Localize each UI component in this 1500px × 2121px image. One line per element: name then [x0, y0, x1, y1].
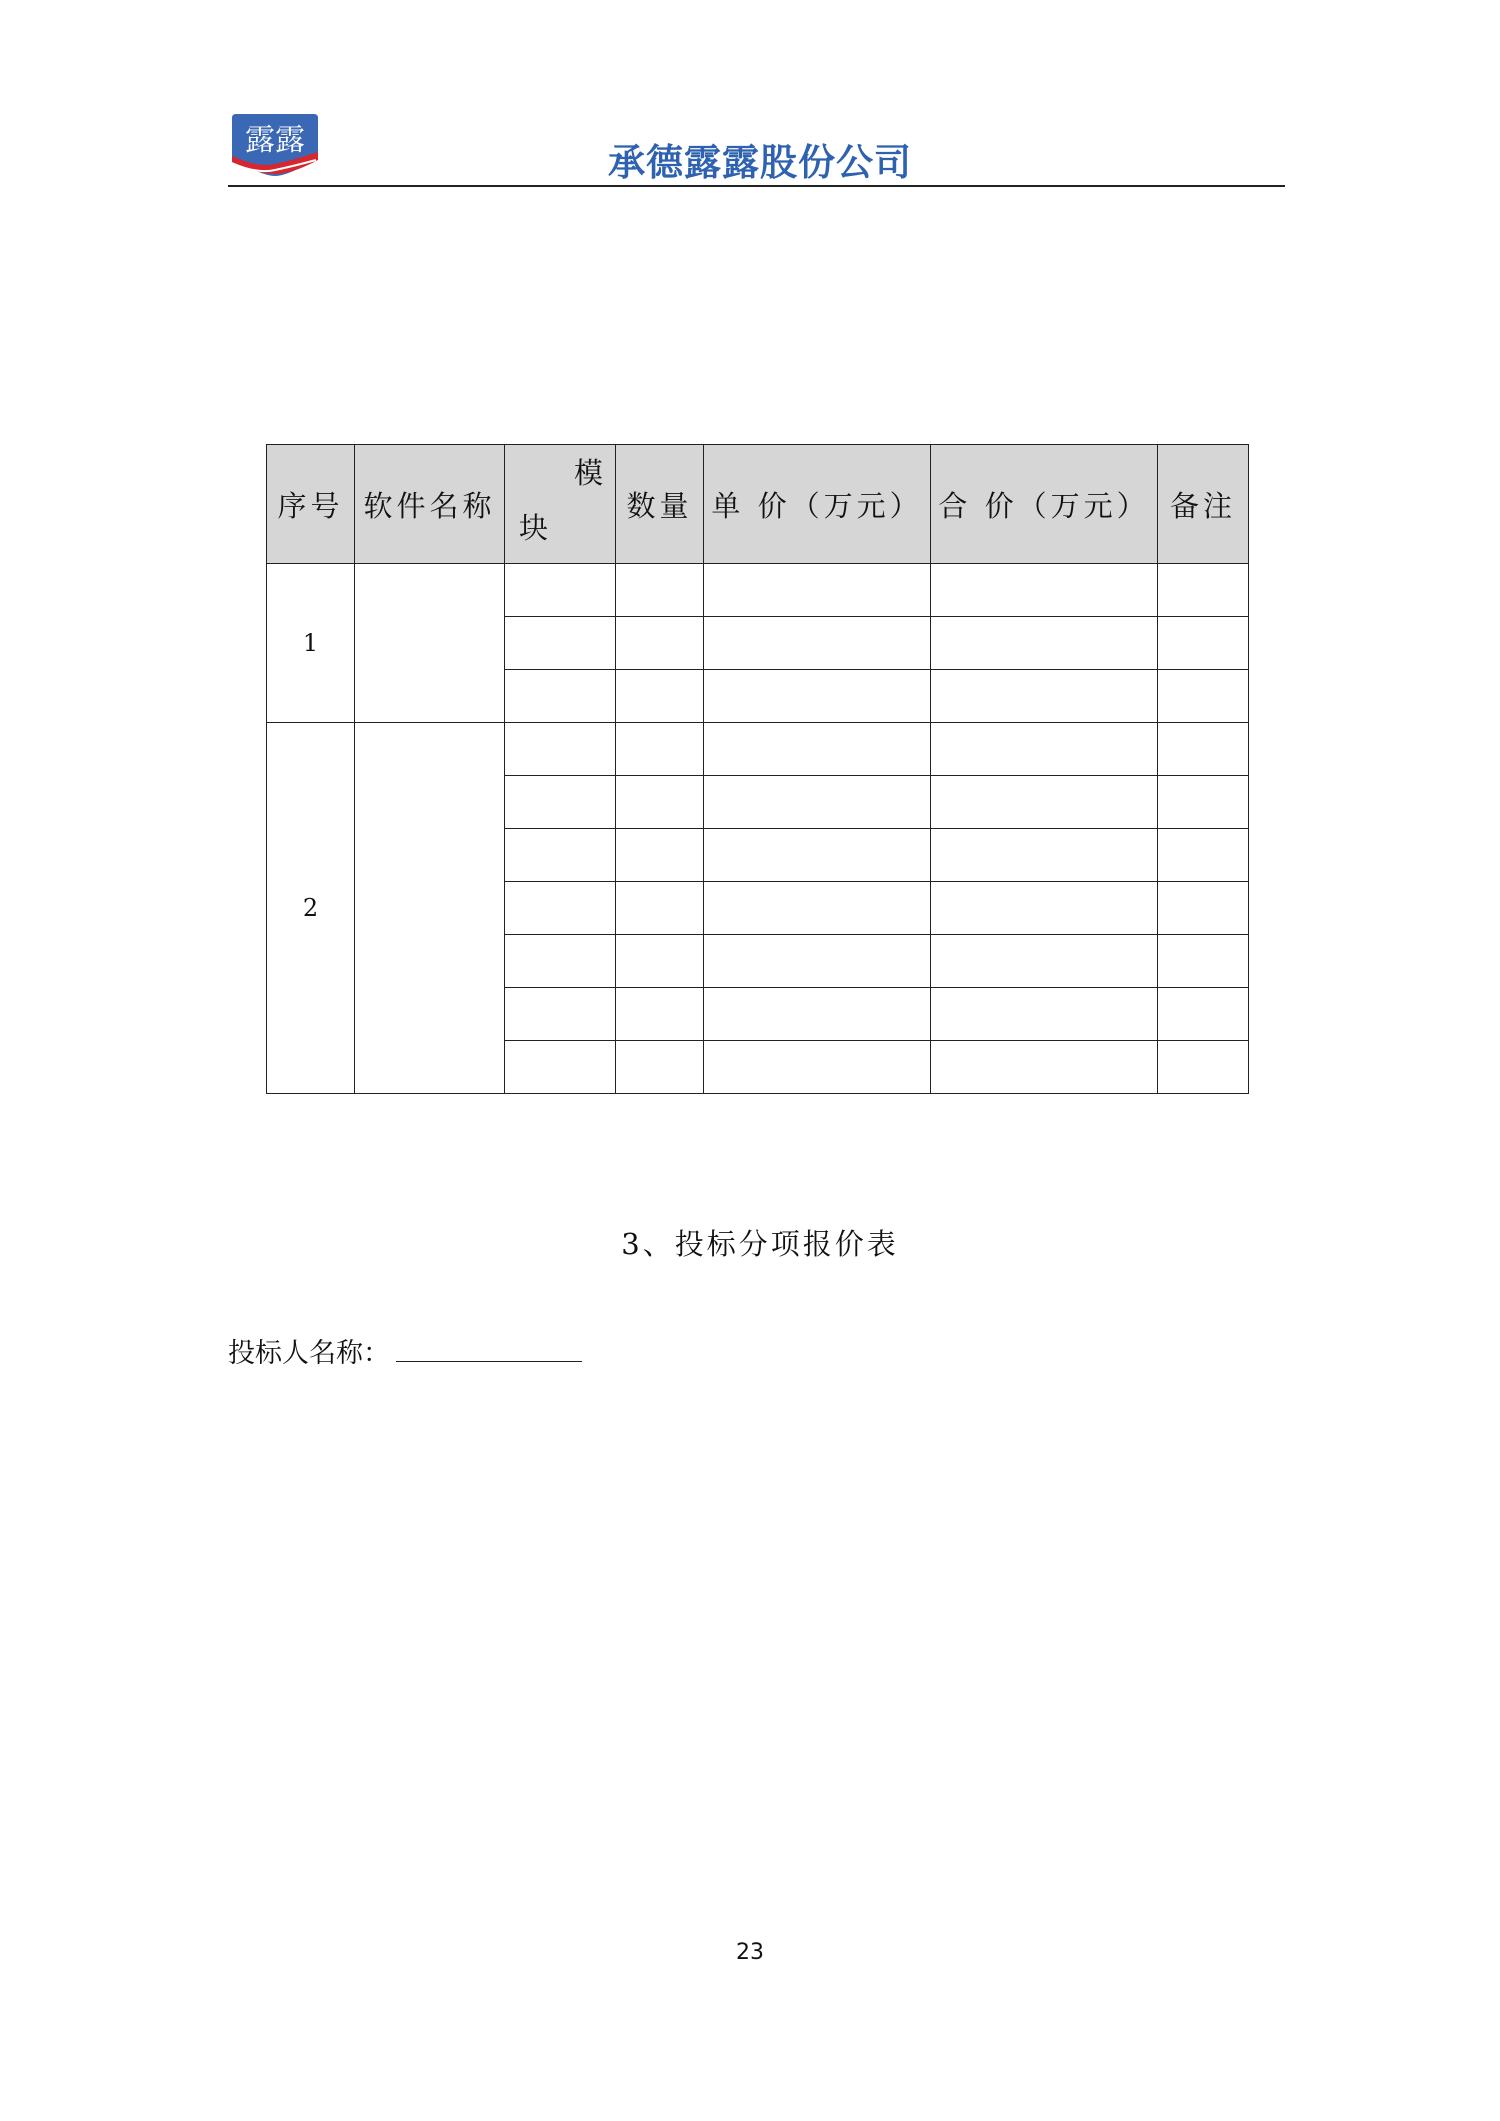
bidder-name-blank [396, 1339, 582, 1362]
unit-price-cell [704, 882, 931, 935]
header-total-price: 合 价（万元） [931, 445, 1158, 564]
remark-cell [1158, 670, 1249, 723]
remark-cell [1158, 988, 1249, 1041]
total-price-cell [931, 564, 1158, 617]
module-cell [505, 988, 616, 1041]
total-price-cell [931, 1041, 1158, 1094]
remark-cell [1158, 935, 1249, 988]
seq-cell: 1 [267, 564, 355, 723]
seq-cell: 2 [267, 723, 355, 1094]
quantity-cell [616, 617, 704, 670]
unit-price-cell [704, 723, 931, 776]
header-quantity: 数量 [616, 445, 704, 564]
header-module-bottom: 块 [519, 511, 553, 545]
unit-price-cell [704, 776, 931, 829]
page-number: 23 [736, 1940, 764, 1965]
header-module [505, 445, 616, 564]
quantity-cell [616, 723, 704, 776]
header-remark: 备注 [1158, 445, 1249, 564]
unit-price-cell [704, 988, 931, 1041]
quantity-cell [616, 1041, 704, 1094]
header-unit-price: 单 价（万元） [704, 445, 931, 564]
total-price-cell [931, 988, 1158, 1041]
quantity-cell [616, 776, 704, 829]
quantity-cell [616, 882, 704, 935]
header-divider [228, 185, 1285, 187]
module-cell [505, 935, 616, 988]
module-cell [505, 564, 616, 617]
total-price-cell [931, 935, 1158, 988]
module-cell [505, 882, 616, 935]
unit-price-cell [704, 670, 931, 723]
quantity-cell [616, 564, 704, 617]
quote-table [266, 444, 1249, 1094]
bidder-name-label: 投标人名称： [228, 1338, 390, 1369]
unit-price-cell [704, 564, 931, 617]
quantity-cell [616, 935, 704, 988]
module-cell [505, 617, 616, 670]
header-module-top: 模 [573, 456, 607, 490]
table-header-row [267, 445, 1249, 564]
section-title: 3、投标分项报价表 [621, 1227, 899, 1261]
unit-price-cell [704, 617, 931, 670]
module-cell [505, 829, 616, 882]
remark-cell [1158, 723, 1249, 776]
module-cell [505, 1041, 616, 1094]
header-software-name: 软件名称 [355, 445, 505, 564]
unit-price-cell [704, 935, 931, 988]
header-seq: 序号 [267, 445, 355, 564]
remark-cell [1158, 829, 1249, 882]
company-logo [228, 108, 322, 178]
unit-price-cell [704, 1041, 931, 1094]
total-price-cell [931, 882, 1158, 935]
module-cell [505, 776, 616, 829]
software-name-cell [355, 723, 505, 1094]
total-price-cell [931, 723, 1158, 776]
unit-price-cell [704, 829, 931, 882]
bidder-name-line [228, 1331, 582, 1370]
remark-cell [1158, 776, 1249, 829]
module-cell [505, 723, 616, 776]
remark-cell [1158, 882, 1249, 935]
total-price-cell [931, 617, 1158, 670]
quantity-cell [616, 988, 704, 1041]
total-price-cell [931, 776, 1158, 829]
table-row [267, 564, 1249, 617]
remark-cell [1158, 617, 1249, 670]
table-row [267, 723, 1249, 776]
remark-cell [1158, 1041, 1249, 1094]
company-name: 承德露露股份公司 [608, 141, 912, 184]
quantity-cell [616, 829, 704, 882]
quantity-cell [616, 670, 704, 723]
software-name-cell [355, 564, 505, 723]
remark-cell [1158, 564, 1249, 617]
total-price-cell [931, 829, 1158, 882]
module-cell [505, 670, 616, 723]
logo-lettering: 露露 [245, 123, 305, 158]
total-price-cell [931, 670, 1158, 723]
